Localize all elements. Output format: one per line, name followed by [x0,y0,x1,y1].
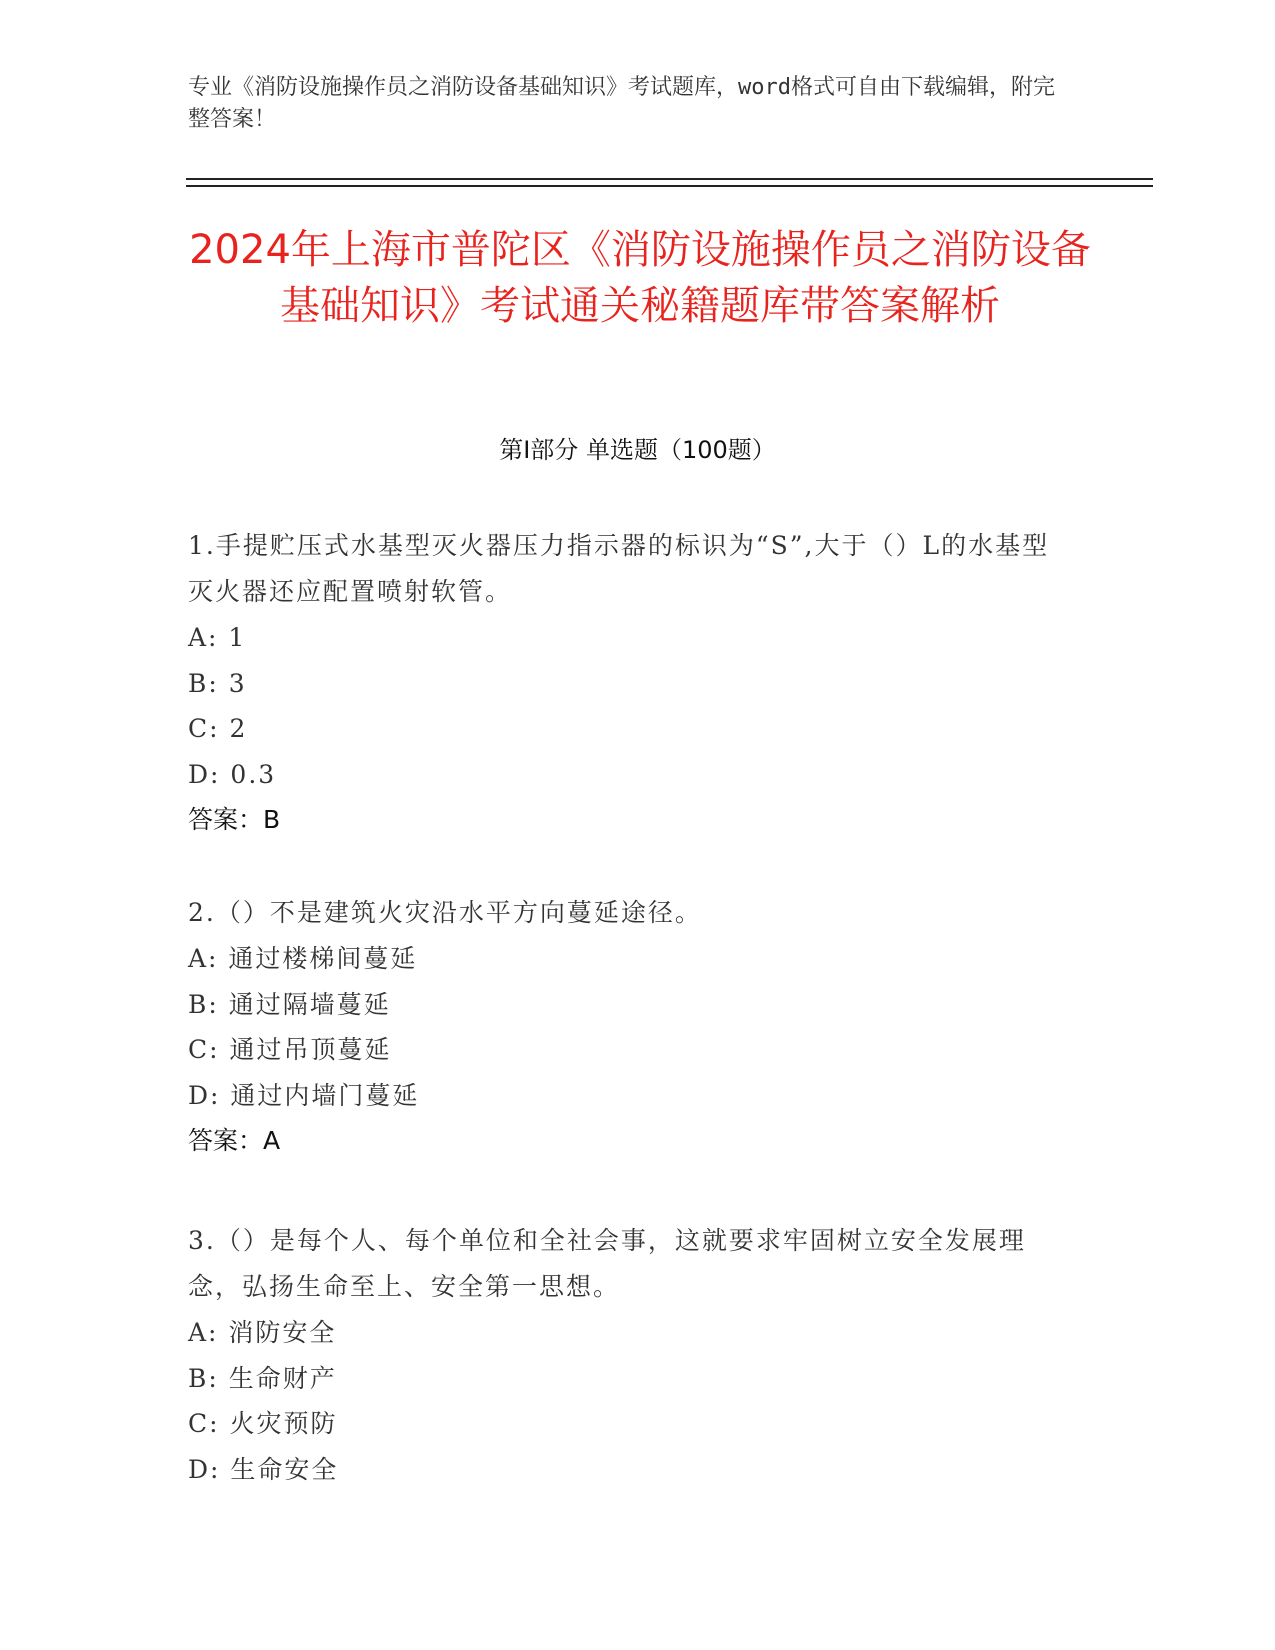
option-c: C: 火灾预防 [188,1409,338,1438]
header-divider-top [186,178,1153,180]
option-c: C: 2 [188,714,248,743]
option-b: B: 生命财产 [188,1363,337,1393]
document-title: 2024年上海市普陀区《消防设施操作员之消防设备基础知识》考试通关秘籍题库带答案解析 [189,227,1091,329]
option-a: A: 消防安全 [188,1318,337,1347]
question-1 [188,523,1068,843]
question-stem: 3.（）是每个人、每个单位和全社会事，这就要求牢固树立安全发展理念，弘扬生命至上、安全第一思想。 [188,1226,1026,1301]
option-d: D: 生命安全 [188,1454,339,1484]
option-b: B: 通过隔墙蔓延 [188,989,391,1019]
section-title: 第I部分 单选题（100题） [499,436,776,464]
header-divider-bottom [186,185,1153,187]
header-note: 专业《消防设施操作员之消防设备基础知识》考试题库，word格式可自由下载编辑，附完整答案！ [188,75,1055,132]
option-d: D: 通过内墙门蔓延 [188,1080,420,1110]
option-b: B: 3 [188,668,247,698]
question-stem: 1.手提贮压式水基型灭火器压力指示器的标识为“S”,大于（）L的水基型灭火器还应配置喷射软管。 [188,531,1050,606]
option-c: C: 通过吊顶蔓延 [188,1035,392,1064]
question-2 [188,890,1068,1164]
question-3 [188,1218,1068,1492]
question-stem: 2.（）不是建筑火灾沿水平方向蔓延途径。 [188,898,702,927]
answer: 答案：A [188,1126,281,1155]
option-d: D: 0.3 [188,759,277,789]
answer: 答案：B [188,805,281,834]
option-a: A: 通过楼梯间蔓延 [188,944,418,973]
option-a: A: 1 [188,623,247,652]
